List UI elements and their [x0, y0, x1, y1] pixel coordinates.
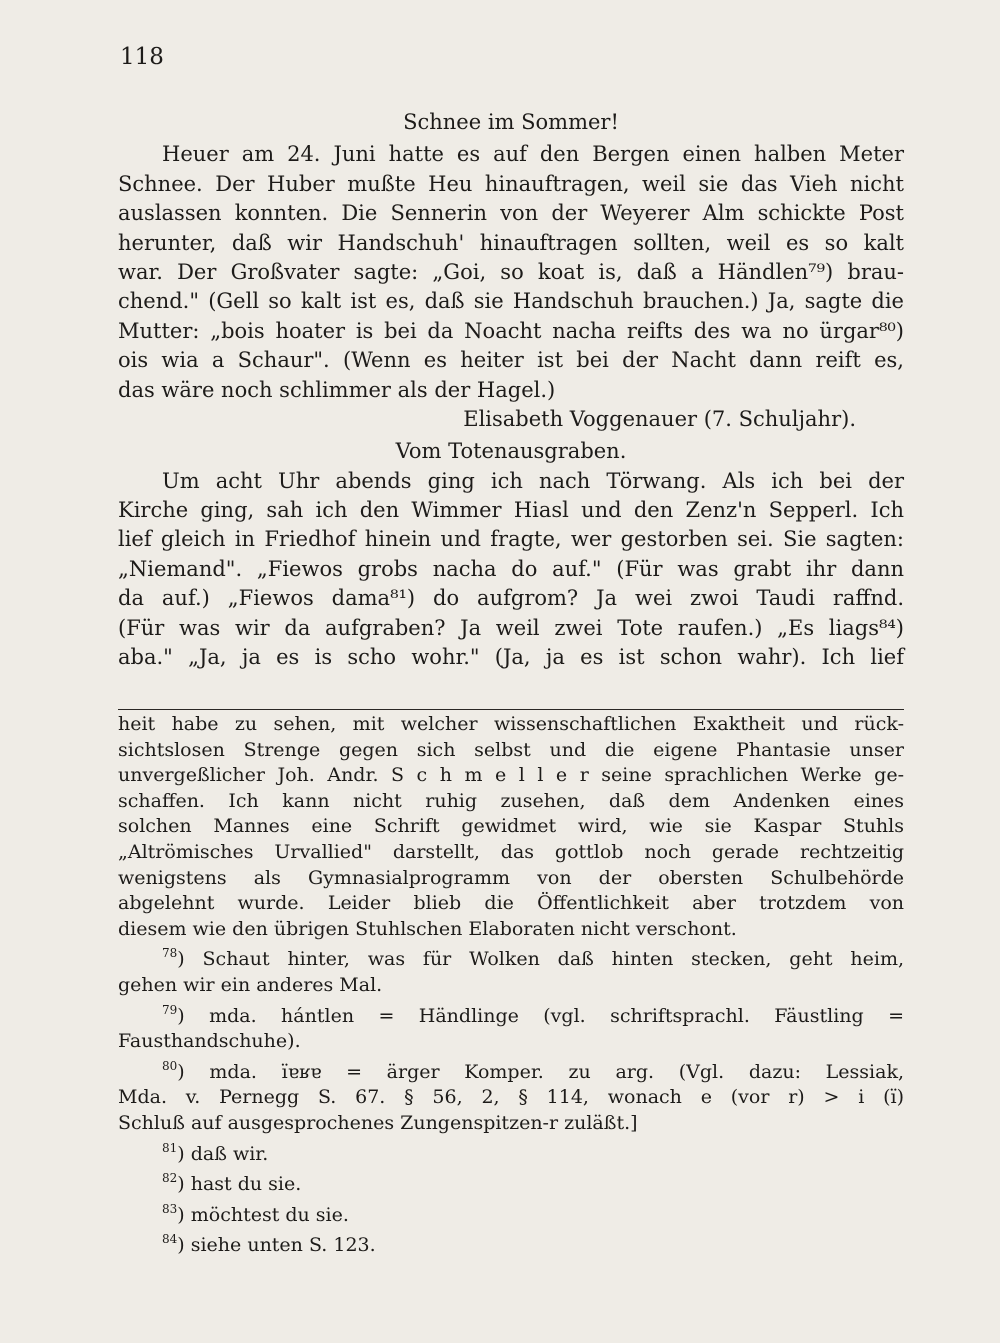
footnote-line: unvergeßlicher Joh. Andr. S c h m e l l e r seine sprachlichen Werke ge-	[118, 764, 904, 787]
footnote-number: 82	[162, 1171, 178, 1186]
footnote-number: 84	[162, 1232, 178, 1247]
story-title: Schnee im Sommer!	[403, 110, 619, 134]
paragraph-line: Heuer am 24. Juni hatte es auf den Bergen einen halben Meter	[162, 142, 904, 167]
footnote-text: Schaut hinter, was für Wolken daß hinten stecken, geht heim,	[202, 948, 905, 971]
footnote-number: 81	[162, 1140, 178, 1155]
footnote-text: daß wir.	[190, 1142, 269, 1165]
paragraph-line: aba." „Ja, ja es is scho wohr." (Ja, ja es ist schon wahr). Ich lief	[118, 645, 904, 670]
footnote-line: sichtslosen Strenge gegen sich selbst und die eigene Phantasie unser	[118, 738, 904, 761]
footnote-text: hast du sie.	[190, 1173, 302, 1196]
footnote-text: Schluß auf ausgesprochenes Zungenspitzen-r zuläßt.]	[118, 1111, 638, 1134]
footnote-line: heit habe zu sehen, mit welcher wissenschaftlichen Exaktheit und rück-	[118, 713, 904, 735]
footnote-line: diesem wie den übrigen Stuhlschen Elaboraten nicht verschont.	[118, 917, 737, 940]
footnote-line: solchen Mannes eine Schrift gewidmet wird, wie sie Kaspar Stuhls	[118, 815, 904, 838]
paragraph-line: Um acht Uhr abends ging ich nach Törwang. Als ich bei der	[162, 468, 904, 493]
footnote-83: $^{83}$) möchtest du sie.	[162, 1201, 349, 1226]
paragraph-line: auslassen konnten. Die Sennerin von der Weyerer Alm schickte Post	[118, 201, 904, 226]
footnote-text: gehen wir ein anderes Mal.	[118, 973, 383, 996]
paragraph-line: (Für was wir da aufgraben? Ja weil zwei Tote raufen.) „Es liags⁸⁴)	[118, 615, 904, 640]
footnotes	[118, 712, 904, 1259]
footnote-text: Fausthandschuhe).	[118, 1030, 301, 1053]
footnote-84: $^{84}$) siehe unten S. 123.	[162, 1232, 376, 1257]
footnote-text: siehe unten S. 123.	[190, 1234, 376, 1257]
story-title: Vom Totenausgraben.	[395, 439, 627, 464]
footnote-number: 78	[162, 946, 178, 961]
paragraph-line: lief gleich in Friedhof hinein und fragte, wer gestorben sei. Sie sagten:	[118, 527, 904, 552]
footnote-text: möchtest du sie.	[190, 1203, 349, 1226]
footnote-82: $^{82}$) hast du sie.	[162, 1171, 302, 1196]
footnote-number: 83	[162, 1201, 178, 1216]
paragraph-line: Kirche ging, sah ich den Wimmer Hiasl und den Zenz'n Sepperl. Ich	[118, 498, 904, 523]
footnote-number: 80	[162, 1058, 178, 1073]
footnote-line: wenigstens als Gymnasialprogramm von der obersten Schulbehörde	[118, 866, 904, 889]
footnote-rule	[118, 709, 904, 710]
footnote-number: 79	[162, 1002, 178, 1017]
paragraph-line: das wäre noch schlimmer als der Hagel.)	[118, 377, 556, 402]
paragraph-line: „Niemand". „Fiewos grobs nacha do auf." (Für was grabt ihr dann	[118, 556, 904, 581]
footnote-78: $^{78}$) Schaut hinter, was für Wolken daß hinten stecken, geht heim, gehen wir ein anderes Mal.	[118, 947, 904, 998]
footnote-line: schaffen. Ich kann nicht ruhig zusehen, daß dem Andenken eines	[118, 789, 904, 812]
author-signature: Elisabeth Voggenauer (7. Schuljahr).	[463, 406, 856, 431]
paragraph-line: chend." (Gell so kalt ist es, daß sie Handschuh brauchen.) Ja, sagte die	[118, 289, 904, 314]
footnote-81: $^{81}$) daß wir.	[162, 1140, 269, 1165]
footnote-text: mda. ïɐʁɐ = ärger Komper. zu arg. (Vgl. dazu: Lessiak,	[209, 1060, 905, 1083]
footnote-text: Mda. v. Pernegg S. 67. § 56, 2, § 114, wonach e (vor r) > i (ï)	[118, 1086, 904, 1109]
footnote-line: abgelehnt wurde. Leider blieb die Öffentlichkeit aber trotzdem von	[118, 892, 904, 915]
paragraph-line: da auf.) „Fiewos dama⁸¹) do aufgrom? Ja wei zwoi Taudi raffnd.	[118, 586, 904, 611]
main-text	[118, 108, 904, 672]
paragraph-line: war. Der Großvater sagte: „Goi, so koat is, daß a Händlen⁷⁹) brau-	[118, 259, 904, 284]
footnote-text: mda. hántlen = Händlinge (vgl. schriftsprachl. Fäustling =	[209, 1004, 904, 1027]
paragraph-line: herunter, daß wir Handschuh' hinauftragen sollten, weil es so kalt	[118, 230, 904, 255]
footnote-line: „Altrömisches Urvallied" darstellt, das gottlob noch gerade rechtzeitig	[118, 840, 904, 863]
paragraph-line: Schnee. Der Huber mußte Heu hinauftragen, weil sie das Vieh nicht	[118, 171, 904, 196]
footnote-79: $^{79}$) mda. hántlen = Händlinge (vgl. schriftsprachl. Fäustling = Fausthandschuhe).	[118, 1004, 904, 1055]
paragraph-line: ois wia a Schaur". (Wenn es heiter ist bei der Nacht dann reift es,	[118, 348, 904, 373]
page-number: 118	[120, 44, 164, 70]
footnote-80: $^{80}$) mda. ïɐʁɐ = ärger Komper. zu arg. (Vgl. dazu: Lessiak, Mda. v. Pernegg S. 67. § 56, 2, § 114, wonach e (vor r) > i (ï) Schluß auf ausgesprochenes Zungenspitzen-r zuläßt.]	[118, 1060, 904, 1137]
paragraph-line: Mutter: „bois hoater is bei da Noacht nacha reifts des wa no ürgar⁸⁰)	[118, 318, 904, 343]
